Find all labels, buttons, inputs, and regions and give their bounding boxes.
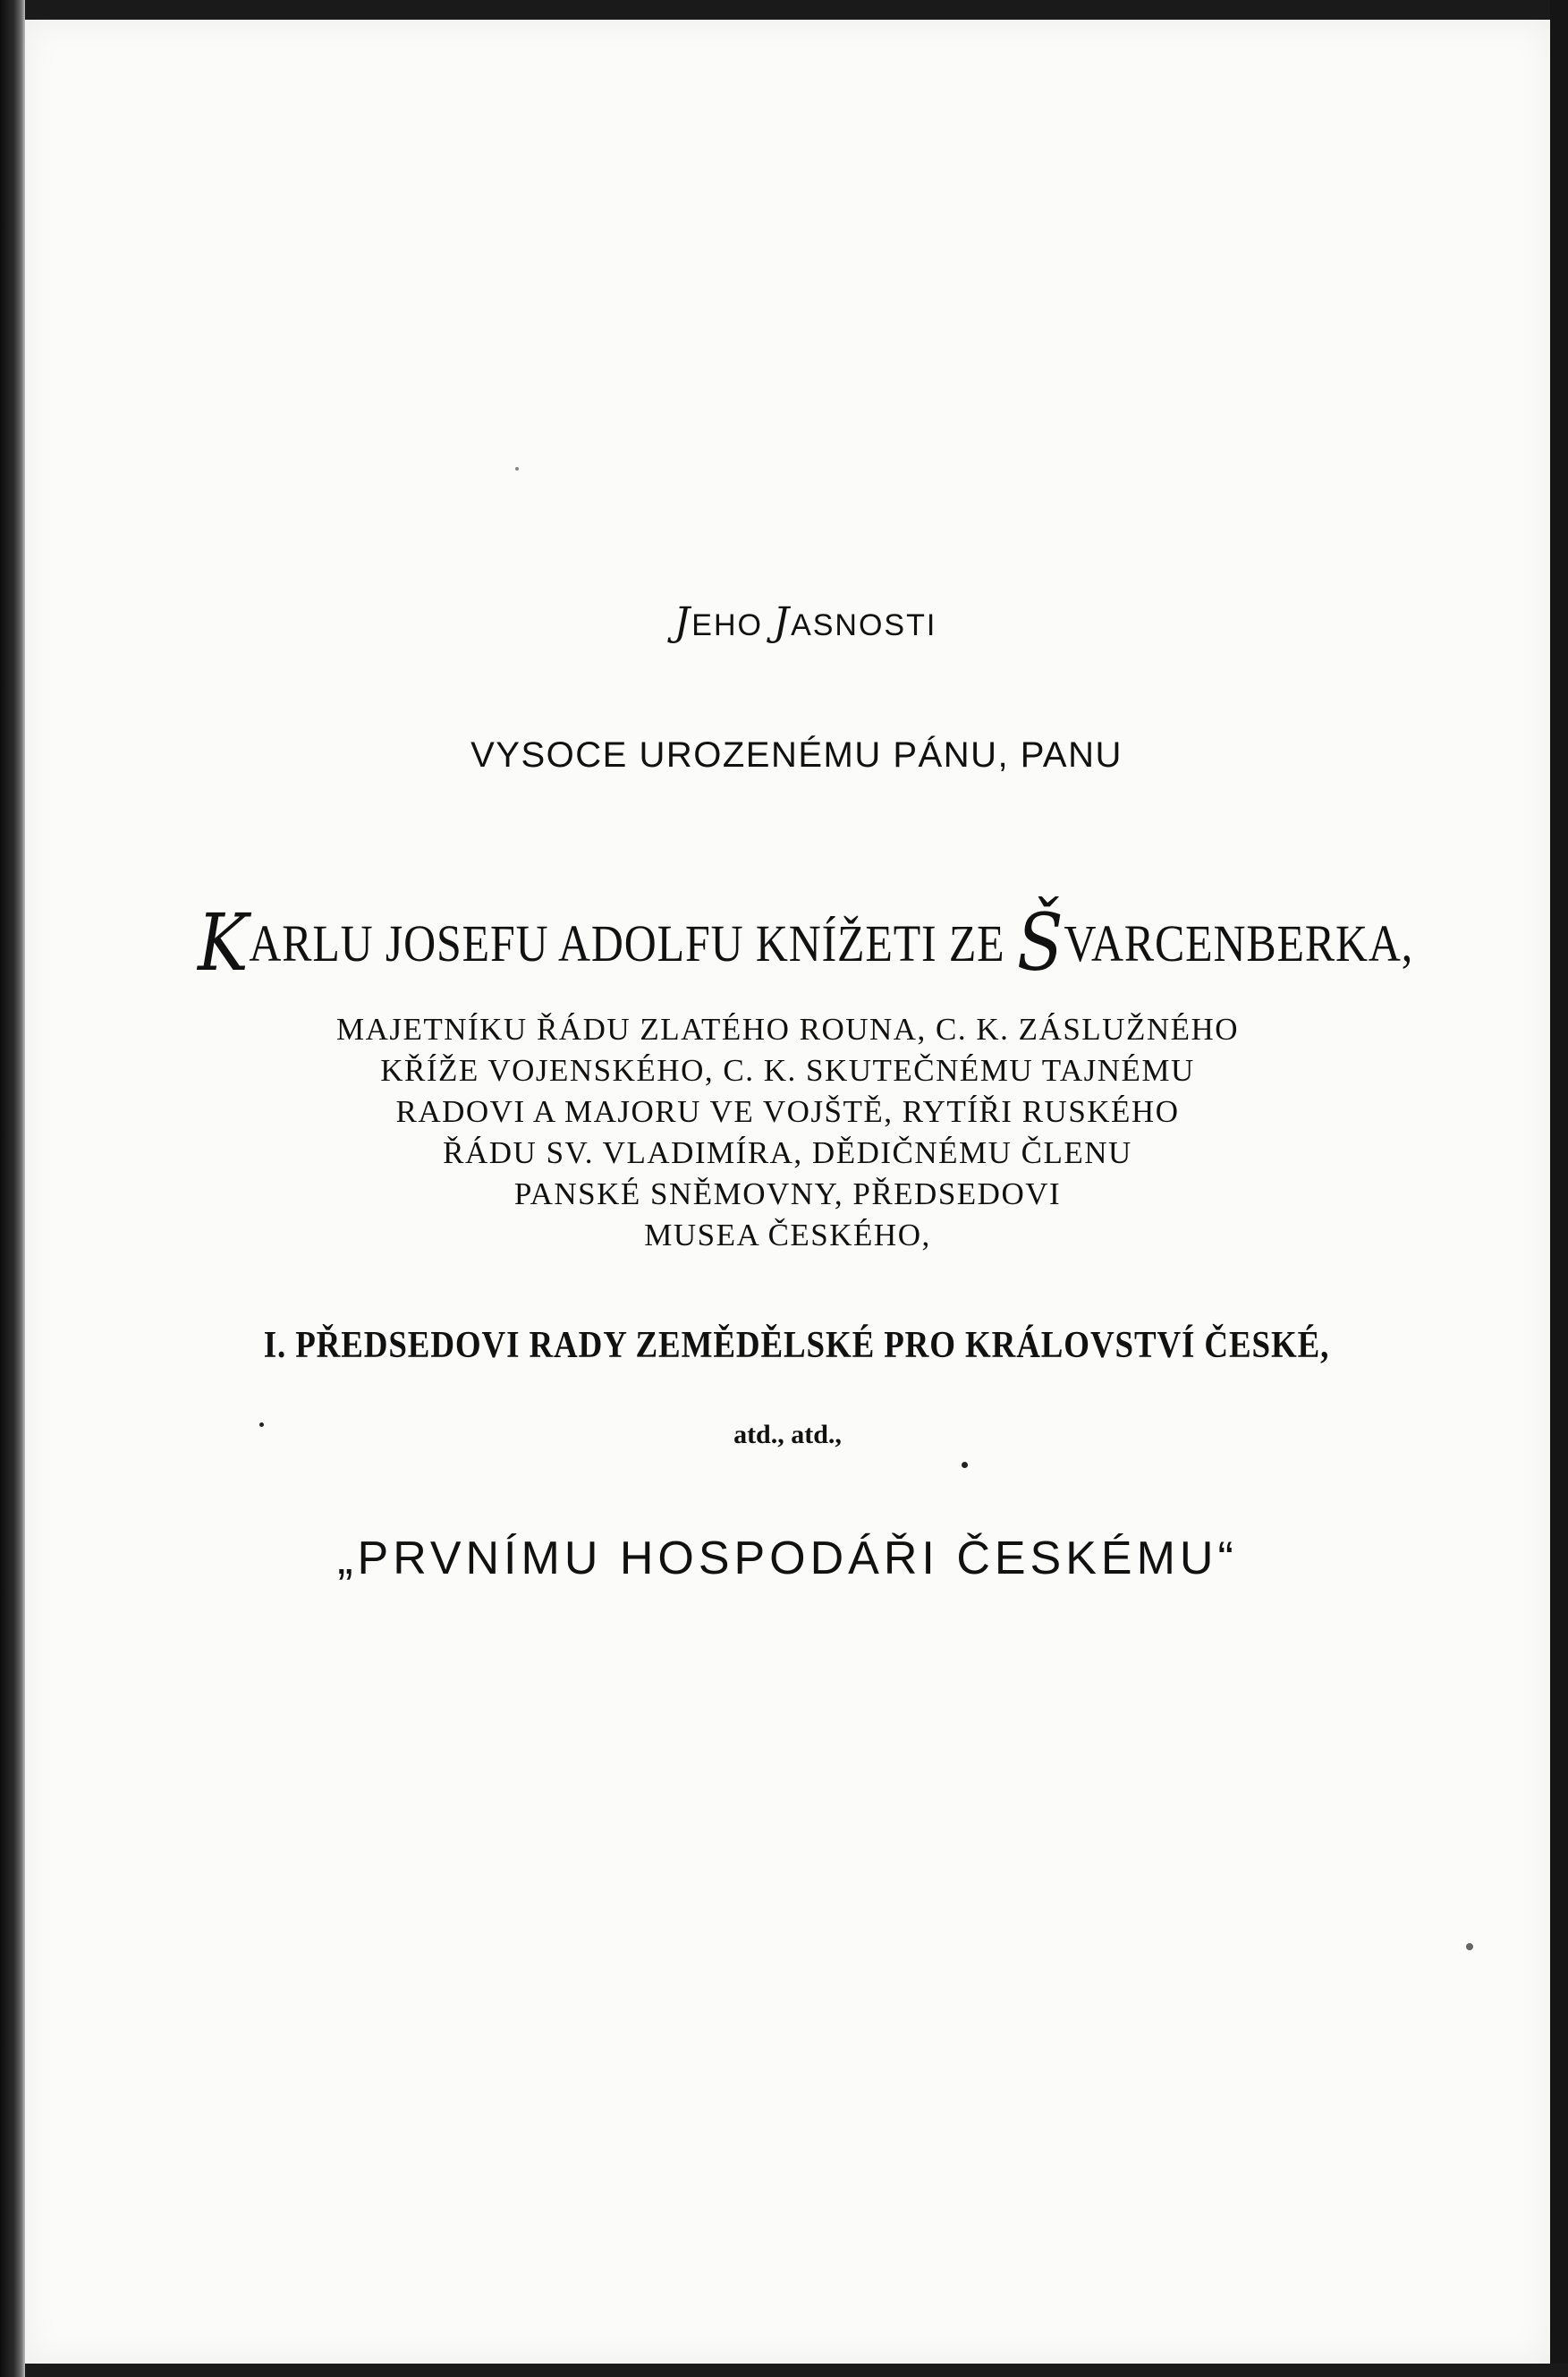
bottom-scan-edge xyxy=(25,2364,1568,2377)
salutation-initial-2: J xyxy=(773,599,792,645)
print-speck xyxy=(515,467,519,471)
dedication-page xyxy=(25,20,1550,2364)
honorific-line: VYSOCE UROZENÉMU PÁNU, PANU xyxy=(470,735,1123,775)
salutation-rest-2: ASNOSTI xyxy=(791,608,937,642)
binding-gutter xyxy=(0,0,25,2377)
top-scan-edge xyxy=(25,0,1568,20)
name-part-2: VARCENBERKA, xyxy=(1064,914,1414,972)
salutation-initial-1: J xyxy=(674,599,692,645)
presidency-line: I. PŘEDSEDOVI RADY ZEMĚDĚLSKÉ PRO KRÁLOVSTVÍ ČESKÉ, xyxy=(263,1325,1330,1366)
dedication-line: „PRVNÍMU HOSPODÁŘI ČESKÉMU“ xyxy=(337,1532,1238,1584)
dedicatee-name xyxy=(149,896,1461,989)
print-speck xyxy=(962,1462,968,1468)
title-line: PANSKÉ SNĚMOVNY, PŘEDSEDOVI xyxy=(513,1176,1062,1211)
salutation xyxy=(43,599,1568,645)
print-speck xyxy=(1466,1943,1473,1950)
print-speck xyxy=(259,1422,264,1427)
name-initial-1: K xyxy=(197,896,250,989)
name-initial-2: Š xyxy=(1016,896,1064,989)
right-scan-edge xyxy=(1550,0,1568,2377)
title-line: RADOVI A MAJORU VE VOJŠTĚ, RYTÍŘI RUSKÉHO xyxy=(395,1094,1180,1129)
etc-line: atd., atd., xyxy=(733,1420,842,1449)
salutation-rest-1: EHO xyxy=(691,608,763,642)
title-line: MUSEA ČESKÉHO, xyxy=(644,1218,931,1252)
title-line: MAJETNÍKU ŘÁDU ZLATÉHO ROUNA, C. K. ZÁSLUŽNÉHO xyxy=(335,1012,1240,1047)
title-line: ŘÁDU SV. VLADIMÍRA, DĚDIČNÉMU ČLENU xyxy=(443,1135,1132,1170)
title-line: KŘÍŽE VOJENSKÉHO, C. K. SKUTEČNÉMU TAJNÉMU xyxy=(380,1053,1195,1088)
titles-block xyxy=(25,1009,1550,1256)
name-part-1: ARLU JOSEFU ADOLFU KNÍŽETI ZE xyxy=(249,914,1017,972)
